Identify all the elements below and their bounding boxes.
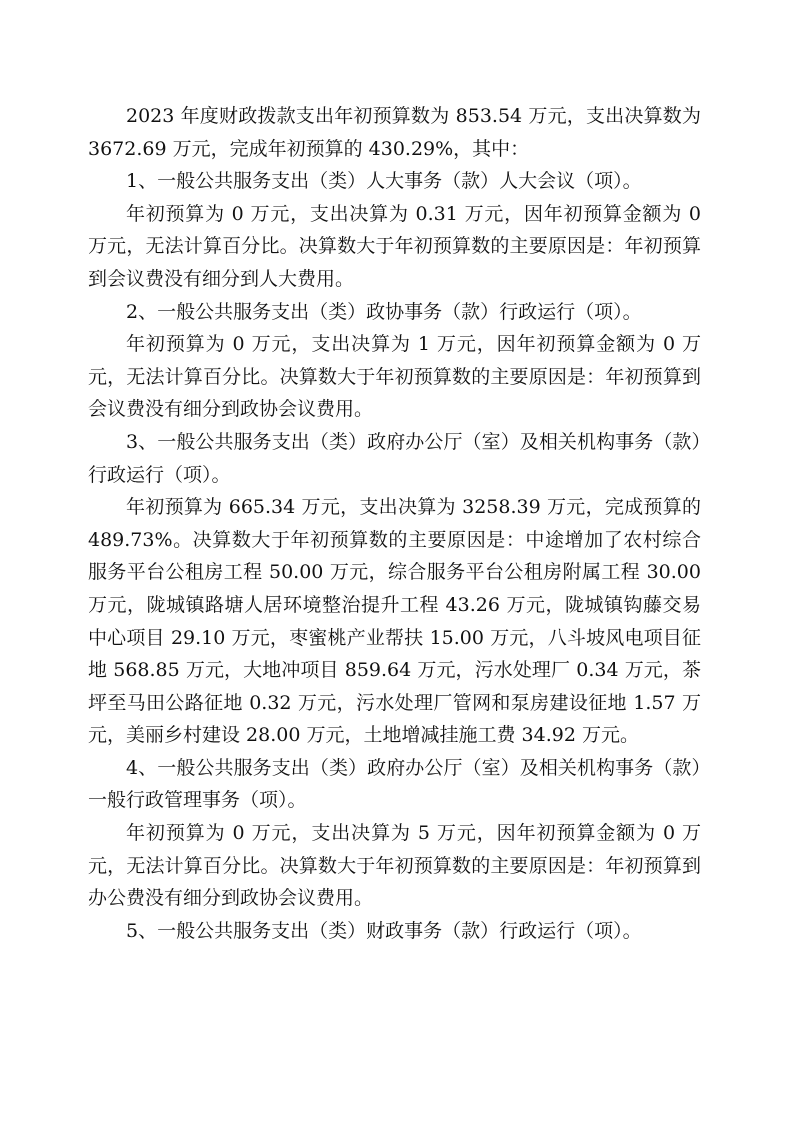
paragraph-item-5-heading: 5、一般公共服务支出（类）财政事务（款）行政运行（项）。 bbox=[126, 919, 642, 942]
paragraph-item-4-detail: 年初预算为 0 万元，支出决算为 5 万元，因年初预算金额为 0 万元，无法计算百分比。决算数大于年初预算数的主要原因是：年初预算到办公费没有细分到政协会议费用。 bbox=[88, 822, 701, 910]
paragraph-item-4-heading: 4、一般公共服务支出（类）政府办公厅（室）及相关机构事务（款）一般行政管理事务（项）。 bbox=[88, 756, 701, 812]
paragraph-item-1-heading: 1、一般公共服务支出（类）人大事务（款）人大会议（项）。 bbox=[126, 170, 642, 193]
paragraph-item-2-heading: 2、一般公共服务支出（类）政协事务（款）行政运行（项）。 bbox=[126, 300, 642, 323]
paragraph-item-3-detail: 年初预算为 665.34 万元，支出决算为 3258.39 万元，完成预算的 489.73%。决算数大于年初预算数的主要原因是：中途增加了农村综合服务平台公租房工程 50.00 万元，综合服务平台公租房附属工程 30.00 万元，陇城镇路塘人居环境整治提升工程 43.26 万元，陇城镇钩藤交易中心项目 29.10 万元，枣蜜桃产业帮扶 15.00 万元，八斗坡风电项目征地 568.85 万元，大地冲项目 859.64 万元，污水处理厂 0.34 万元，茶坪至马田公路征地 0.32 万元，污水处理厂管网和泵房建设征地 1.57 万元，美丽乡村建设 28.00 万元，土地增减挂施工费 34.92 万元。 bbox=[88, 496, 701, 747]
paragraph-item-3-heading: 3、一般公共服务支出（类）政府办公厅（室）及相关机构事务（款）行政运行（项）。 bbox=[88, 430, 701, 486]
paragraph-summary: 2023 年度财政拨款支出年初预算数为 853.54 万元，支出决算数为 3672.69 万元，完成年初预算的 430.29%，其中： bbox=[88, 105, 701, 160]
paragraph-item-1-detail: 年初预算为 0 万元，支出决算为 0.31 万元，因年初预算金额为 0 万元，无法计算百分比。决算数大于年初预算数的主要原因是：年初预算到会议费没有细分到人大费用。 bbox=[88, 202, 701, 290]
paragraph-item-2-detail: 年初预算为 0 万元，支出决算为 1 万元，因年初预算金额为 0 万元，无法计算百分比。决算数大于年初预算数的主要原因是：年初预算到会议费没有细分到政协会议费用。 bbox=[88, 333, 701, 421]
